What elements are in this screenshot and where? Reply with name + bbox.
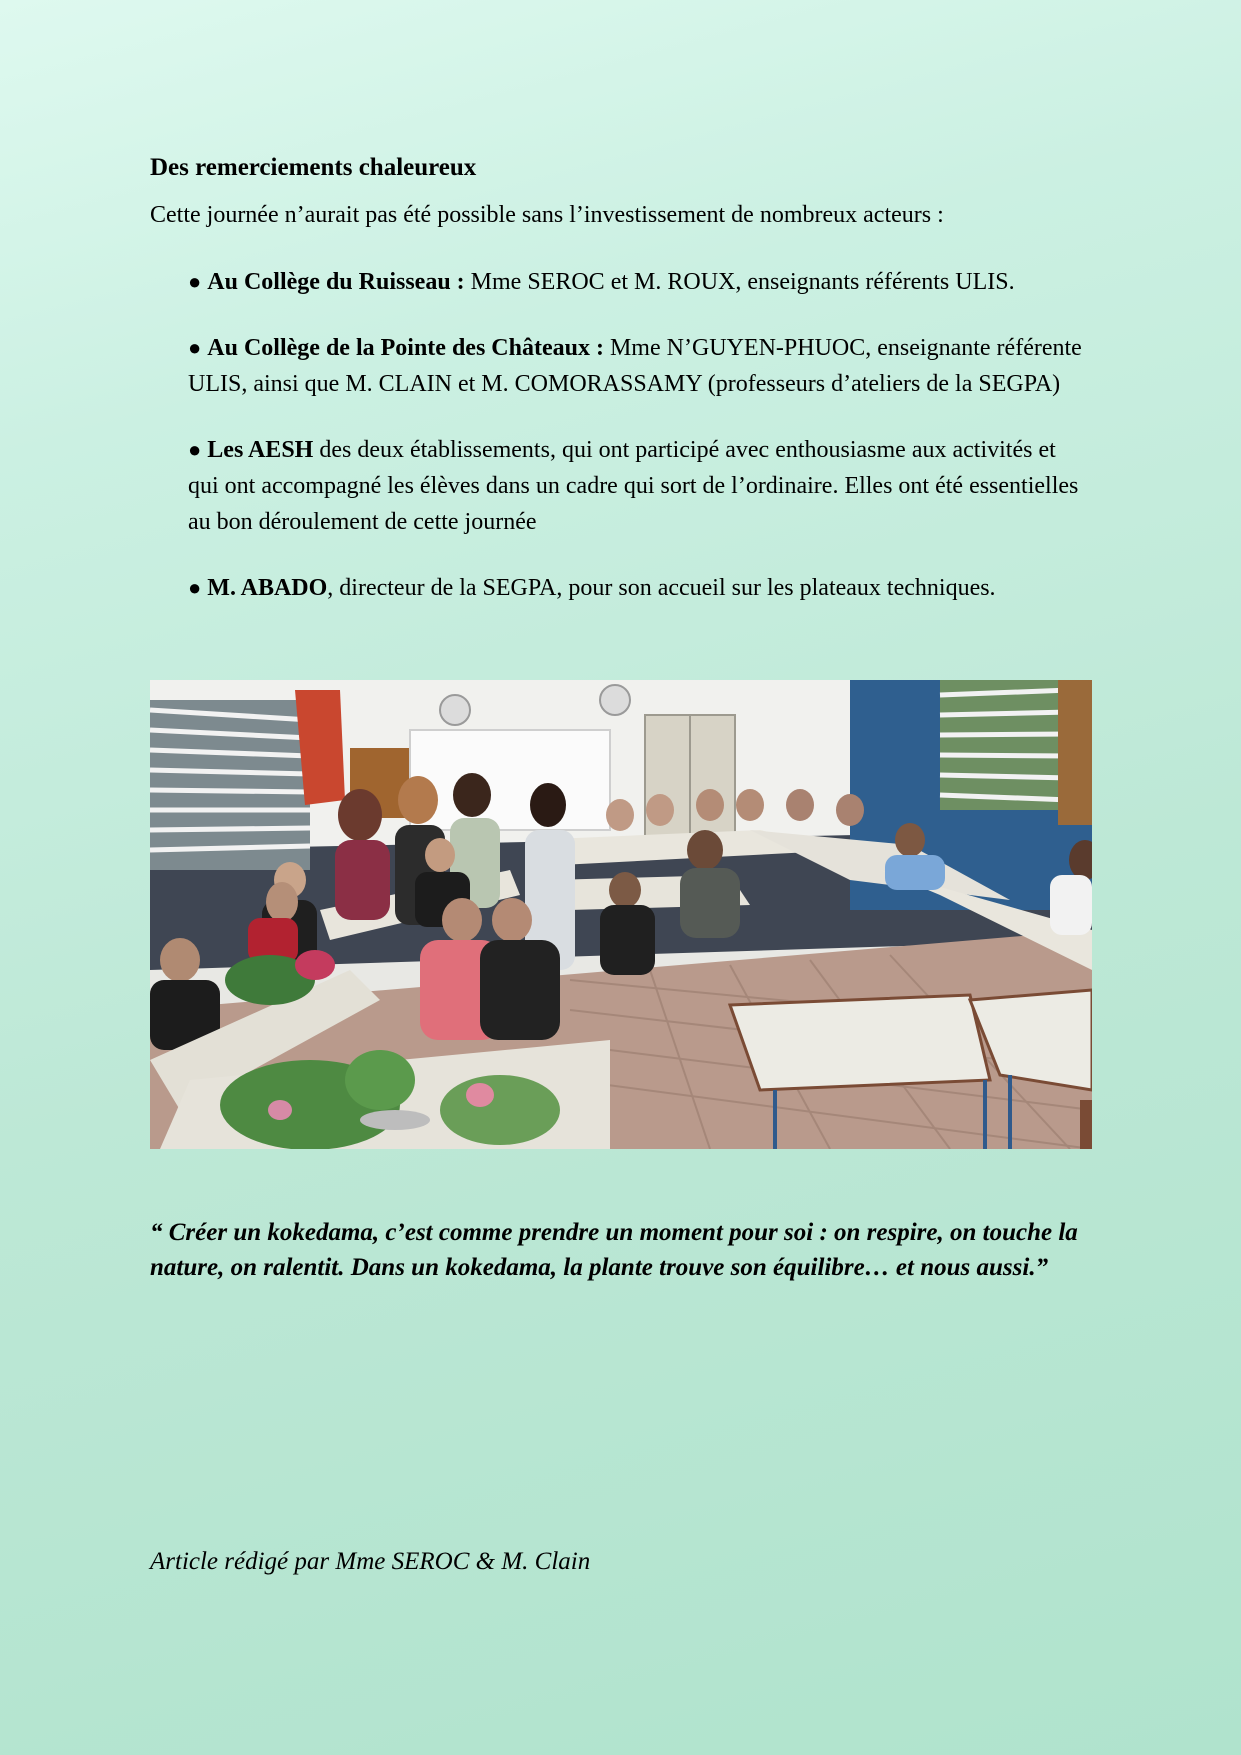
list-item — [188, 330, 1092, 402]
bullet-icon: ● — [188, 269, 202, 294]
thanks-list — [188, 264, 1092, 636]
thanks-recipient: Les AESH — [207, 437, 314, 463]
thanks-recipient: M. ABADO — [207, 575, 328, 601]
intro-paragraph: Cette journée n’aurait pas été possible sans l’investissement de nombreux acteurs : — [150, 202, 944, 228]
thanks-text: , directeur de la SEGPA, pour son accueil sur les plateaux techniques. — [327, 575, 996, 601]
section-heading: Des remerciements chaleureux — [150, 154, 477, 181]
thanks-text: Mme N’GUYEN-PHUOC, enseignante référente ULIS, ainsi que M. CLAIN et M. COMORASSAMY (professeurs d’ateliers de la SEGPA) — [188, 335, 1082, 397]
thanks-text: Mme SEROC et M. ROUX, enseignants référents ULIS. — [464, 269, 1015, 295]
article-page — [150, 0, 1092, 1755]
list-item — [188, 264, 1092, 300]
thanks-recipient: Au Collège du Ruisseau : — [207, 269, 465, 295]
bullet-icon: ● — [188, 575, 202, 600]
article-signature: Article rédigé par Mme SEROC & M. Clain — [150, 1548, 591, 1575]
closing-quote: “ Créer un kokedama, c’est comme prendre un moment pour soi : on respire, on touche la nature, on ralentit. Dans un kokedama, la plante trouve son équilibre… et nous aussi.” — [150, 1219, 1078, 1281]
classroom-group-photo — [150, 680, 1092, 1149]
thanks-text: des deux établissements, qui ont participé avec enthousiasme aux activités et qui ont accompagné les élèves dans un cadre qui sort de l’ordinaire. Elles ont été essentielles au bon déroulement de cette journée — [188, 437, 1079, 535]
list-item — [188, 432, 1092, 540]
bullet-icon: ● — [188, 335, 202, 360]
thanks-recipient: Au Collège de la Pointe des Châteaux : — [207, 335, 604, 361]
bullet-icon: ● — [188, 437, 202, 462]
list-item — [188, 570, 1092, 606]
